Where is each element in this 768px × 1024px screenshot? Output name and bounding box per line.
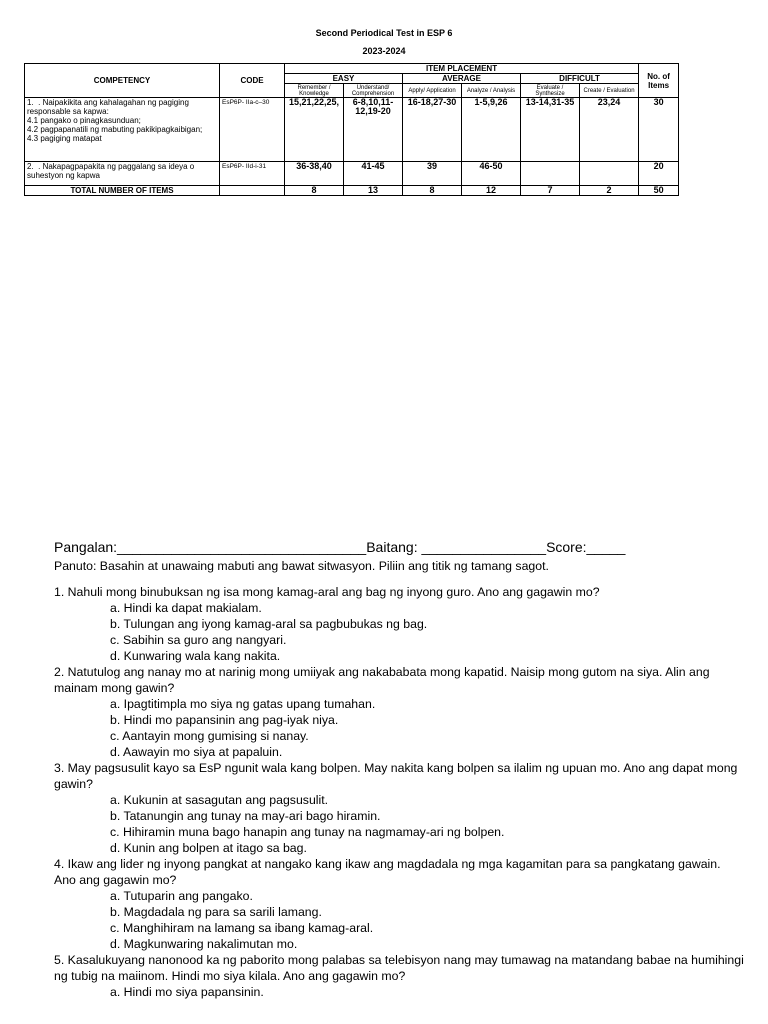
code-header: CODE xyxy=(220,64,285,98)
item-placement-header: ITEM PLACEMENT xyxy=(285,64,639,74)
table-row xyxy=(25,162,679,186)
score-field[interactable]: Score:_____ xyxy=(546,539,626,555)
cell-apply: 39 xyxy=(403,162,462,186)
instructions: Panuto: Basahin at unawaing mabuti ang bawat sitwasyon. Piliin ang titik ng tamang sagot. xyxy=(54,559,549,573)
name-field[interactable]: Pangalan:________________________________ xyxy=(54,539,367,555)
subheader-remember: Remember / Knowledge xyxy=(285,84,344,98)
total-understand: 13 xyxy=(344,186,403,196)
row-number: 1. xyxy=(27,98,34,107)
question-2: 2. Natutulog ang nanay mo at narinig mong umiiyak ang nakababata mong kapatid. Naisip mong gutom na siya. Alin ang mainam mong gawin? xyxy=(54,665,710,695)
question-1-option-a[interactable]: a. Hindi ka dapat makialam. xyxy=(110,601,262,615)
competency-line: 4.2 pagpapanatili ng mabuting pakikipagkaibigan; xyxy=(27,125,203,134)
question-3: 3. May pagsusulit kayo sa EsP ngunit wala kang bolpen. May nakita kang bolpen sa ilalim ng upuan mo. Ano ang dapat mong gawin? xyxy=(54,761,738,791)
cell-evaluate: 13-14,31-35 xyxy=(521,98,580,162)
subheader-evaluate: Evaluate / Synthesize xyxy=(521,84,580,98)
competency-cell xyxy=(25,98,220,162)
cell-remember: 15,21,22,25, xyxy=(285,98,344,162)
total-analyze: 12 xyxy=(462,186,521,196)
question-3-option-b[interactable]: b. Tatanungin ang tunay na may-ari bago hiramin. xyxy=(110,809,381,823)
competency-line: . Naipakikita ang kahalagahan ng pagiging responsable sa kapwa: xyxy=(27,98,189,116)
question-2-option-d[interactable]: d. Aawayin mo siya at papaluin. xyxy=(110,745,283,759)
question-1-option-c[interactable]: c. Sabihin sa guro ang nangyari. xyxy=(110,633,287,647)
subheader-apply: Apply/ Application xyxy=(403,84,462,98)
question-4: 4. Ikaw ang lider ng inyong pangkat at nangako kang ikaw ang magdadala ng mga kagamitan para sa pangkatang gawain. Ano ang gagawin mo? xyxy=(54,857,721,887)
table-of-specifications xyxy=(24,63,679,196)
question-1-option-d[interactable]: d. Kunwaring wala kang nakita. xyxy=(110,649,281,663)
cell-apply: 16-18,27-30 xyxy=(403,98,462,162)
question-3-option-a[interactable]: a. Kukunin at sasagutan ang pagsusulit. xyxy=(110,793,329,807)
cell-analyze: 46-50 xyxy=(462,162,521,186)
competency-cell xyxy=(25,162,220,186)
totals-label: TOTAL NUMBER OF ITEMS xyxy=(25,186,220,196)
total-apply: 8 xyxy=(403,186,462,196)
code-cell: EsP6P- IIa-c–30 xyxy=(220,98,285,162)
question-1: 1. Nahuli mong binubuksan ng isa mong kamag-aral ang bag ng inyong guro. Ano ang gagawin mo? xyxy=(54,585,600,599)
no-of-items-header: No. of Items xyxy=(639,64,679,98)
subheader-understand: Understand/ Comprehension xyxy=(344,84,403,98)
total-create: 2 xyxy=(580,186,639,196)
student-info-line xyxy=(54,538,744,556)
group-easy: EASY xyxy=(285,74,403,84)
question-4-option-d[interactable]: d. Magkunwaring nakalimutan mo. xyxy=(110,937,298,951)
competency-line: . Nakapagpapakita ng paggalang sa ideya o suhestyon ng kapwa xyxy=(27,162,195,180)
cell-total: 30 xyxy=(639,98,679,162)
cell-understand: 6-8,10,11-12,19-20 xyxy=(344,98,403,162)
quiz-section xyxy=(54,538,744,1000)
cell-analyze: 1-5,9,26 xyxy=(462,98,521,162)
test-title: Second Periodical Test in ESP 6 xyxy=(315,28,453,38)
question-list xyxy=(54,584,744,1000)
question-2-option-a[interactable]: a. Ipagtitimpla mo siya ng gatas upang tumahan. xyxy=(110,697,376,711)
question-1-option-b[interactable]: b. Tulungan ang iyong kamag-aral sa pagbubukas ng bag. xyxy=(110,617,428,631)
code-cell: EsP6P- IId-i-31 xyxy=(220,162,285,186)
question-4-option-b[interactable]: b. Magdadala ng para sa sarili lamang. xyxy=(110,905,322,919)
table-row xyxy=(25,98,679,162)
subheader-analyze: Analyze / Analysis xyxy=(462,84,521,98)
grand-total: 50 xyxy=(639,186,679,196)
question-4-option-c[interactable]: c. Manghihiram na lamang sa ibang kamag-aral. xyxy=(110,921,374,935)
question-2-option-b[interactable]: b. Hindi mo papansinin ang pag-iyak niya. xyxy=(110,713,339,727)
total-evaluate: 7 xyxy=(521,186,580,196)
cell-understand: 41-45 xyxy=(344,162,403,186)
subheader-create: Create / Evaluation xyxy=(580,84,639,98)
cell-remember: 36-38,40 xyxy=(285,162,344,186)
cell-total: 20 xyxy=(639,162,679,186)
question-5: 5. Kasalukuyang nanonood ka ng paborito mong palabas sa telebisyon nang may tumawag na matandang babae na humihingi ng tubig na maiinom. Hindi mo siya kilala. Ano ang gagawin mo? xyxy=(54,953,744,983)
competency-line: 4.3 pagiging matapat xyxy=(27,134,102,143)
grade-field[interactable]: Baitang: ________________ xyxy=(366,539,547,555)
row-number: 2. xyxy=(27,162,34,171)
cell-create xyxy=(580,162,639,186)
cell-create: 23,24 xyxy=(580,98,639,162)
competency-header: COMPETENCY xyxy=(25,64,220,98)
question-4-option-a[interactable]: a. Tutuparin ang pangako. xyxy=(110,889,253,903)
question-5-option-a[interactable]: a. Hindi mo siya papansinin. xyxy=(110,985,264,999)
group-difficult: DIFFICULT xyxy=(521,74,639,84)
competency-line: 4.1 pangako o pinagkasunduan; xyxy=(27,116,141,125)
cell-evaluate xyxy=(521,162,580,186)
school-year: 2023-2024 xyxy=(362,46,406,56)
totals-row xyxy=(25,186,679,196)
question-3-option-c[interactable]: c. Hihiramin muna bago hanapin ang tunay na nagmamay-ari ng bolpen. xyxy=(110,825,505,839)
total-remember: 8 xyxy=(285,186,344,196)
group-average: AVERAGE xyxy=(403,74,521,84)
question-2-option-c[interactable]: c. Aantayin mong gumising si nanay. xyxy=(110,729,309,743)
question-3-option-d[interactable]: d. Kunin ang bolpen at itago sa bag. xyxy=(110,841,307,855)
